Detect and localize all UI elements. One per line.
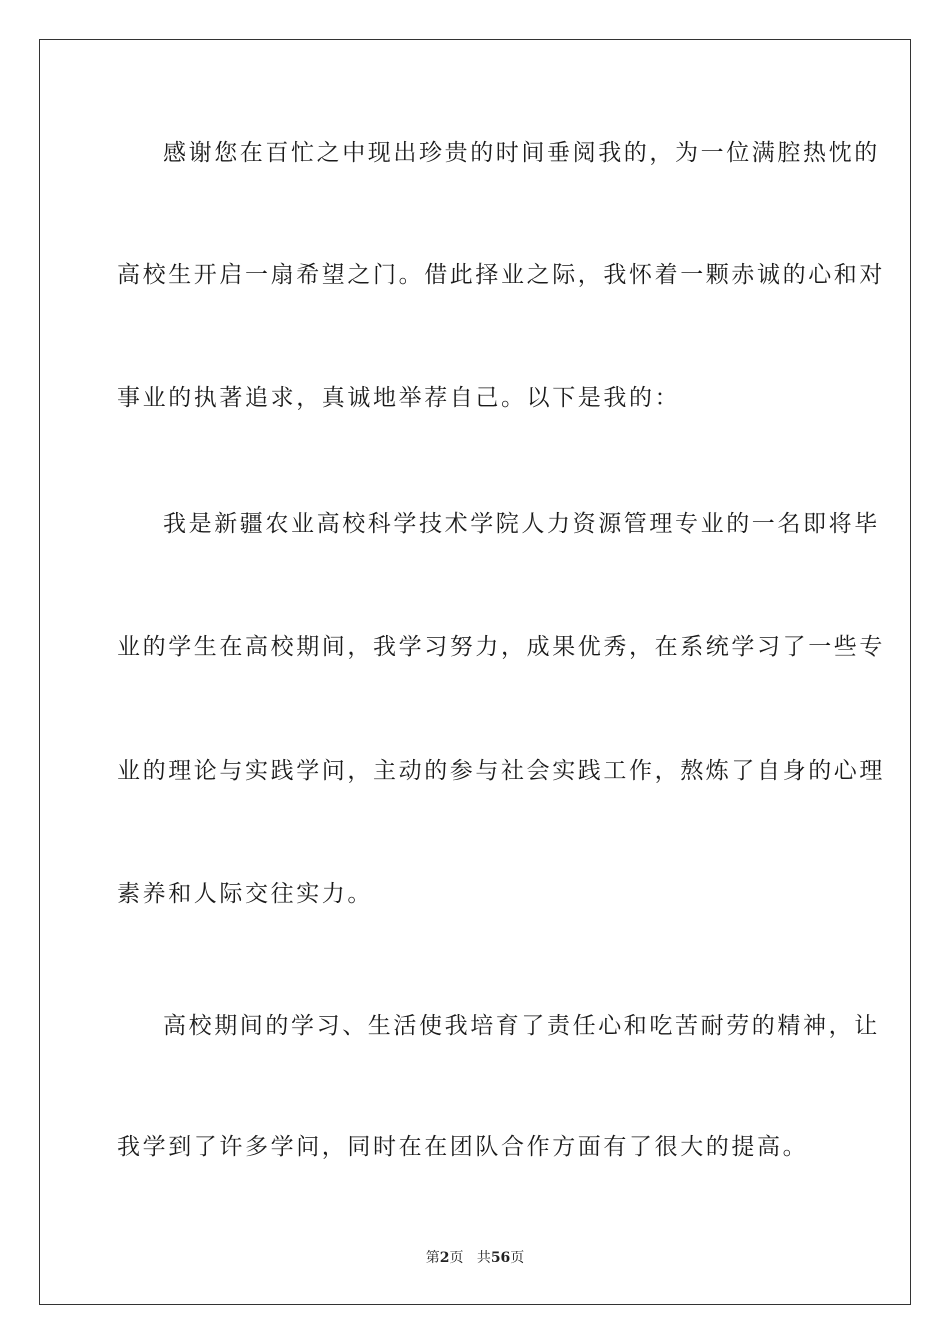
paragraph-1-line-1: 感谢您在百忙之中现出珍贵的时间垂阅我的，为一位满腔热忱的 [163, 140, 880, 166]
page-number: 2 [439, 1250, 450, 1266]
paragraph-2-line-3: 业的理论与实践学问，主动的参与社会实践工作，熬炼了自身的心理 [117, 758, 885, 784]
total-prefix: 共 [476, 1250, 491, 1266]
paragraph-2-line-2: 业的学生在高校期间，我学习努力，成果优秀，在系统学习了一些专 [117, 634, 885, 660]
paragraph-1-line-2: 高校生开启一扇希望之门。借此择业之际，我怀着一颗赤诚的心和对 [117, 262, 885, 288]
paragraph-1-line-3: 事业的执著追求，真诚地举荐自己。以下是我的： [117, 385, 681, 411]
page-border [39, 39, 911, 1305]
page-suffix: 页 [449, 1250, 464, 1266]
page-prefix: 第 [425, 1250, 440, 1266]
page-footer [0, 1248, 950, 1268]
paragraph-2-line-1: 我是新疆农业高校科学技术学院人力资源管理专业的一名即将毕 [163, 511, 880, 537]
total-pages: 56 [490, 1250, 511, 1266]
paragraph-3-line-1: 高校期间的学习、生活使我培育了责任心和吃苦耐劳的精神，让 [163, 1013, 880, 1039]
paragraph-3-line-2: 我学到了许多学问，同时在在团队合作方面有了很大的提高。 [117, 1134, 809, 1160]
paragraph-2-line-4: 素养和人际交往实力。 [117, 881, 373, 907]
total-suffix: 页 [510, 1250, 525, 1266]
